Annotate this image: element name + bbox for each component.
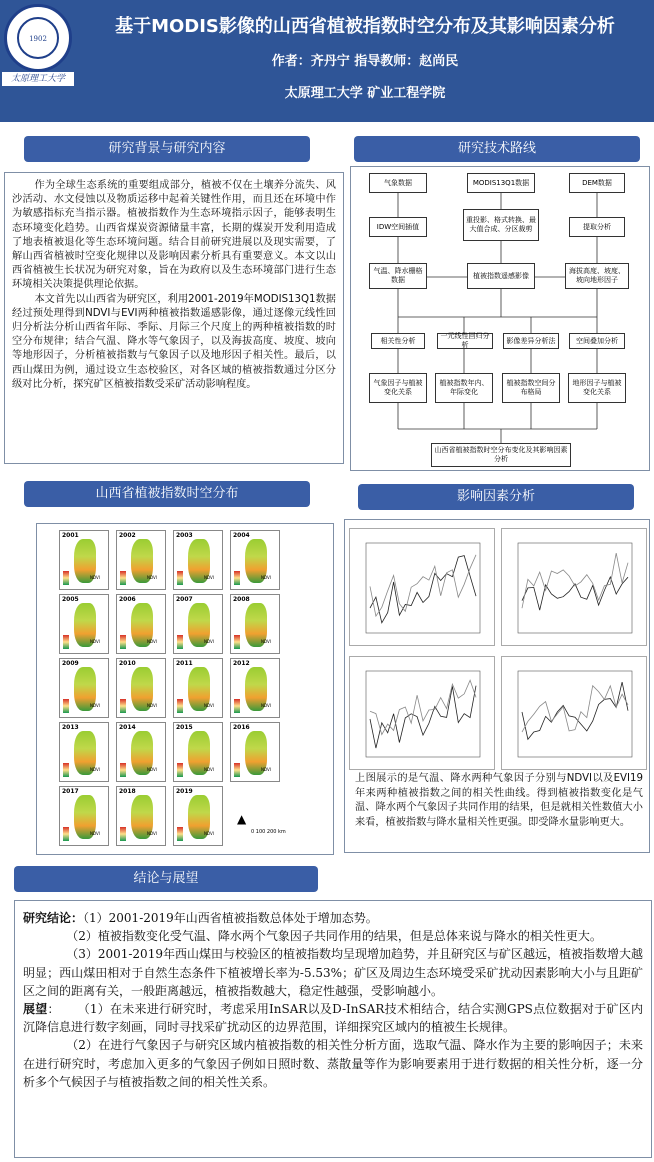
plot-series-line [522, 682, 628, 739]
plot-axes [366, 671, 480, 757]
map-year-label: 2004 [233, 532, 250, 539]
flow-node-extract: 提取分析 [569, 217, 625, 237]
map-tile-2010 [116, 658, 166, 718]
map-tile-2013 [59, 722, 109, 782]
corr-plot-1 [349, 528, 495, 646]
map-tile-2001 [59, 530, 109, 590]
ndvi-label: NDVI [90, 831, 100, 836]
corr-plot-4 [501, 656, 647, 770]
plot-axes [518, 671, 632, 757]
color-legend [234, 763, 240, 777]
map-tile-2012 [230, 658, 280, 718]
map-tile-2016 [230, 722, 280, 782]
ndvi-label: NDVI [204, 703, 214, 708]
map-year-label: 2010 [119, 660, 136, 667]
flow-node-overlay: 空间叠加分析 [569, 333, 625, 349]
ndvi-label: NDVI [147, 703, 157, 708]
section-head-factors: 影响因素分析 [358, 484, 634, 510]
color-legend [63, 763, 69, 777]
ndvi-label: NDVI [261, 767, 271, 772]
map-year-label: 2008 [233, 596, 250, 603]
ndvi-label: NDVI [147, 767, 157, 772]
map-year-label: 2006 [119, 596, 136, 603]
outlook-label: 展望 [23, 1002, 48, 1017]
map-year-label: 2011 [176, 660, 193, 667]
color-legend [177, 571, 183, 585]
color-legend [63, 571, 69, 585]
color-legend [63, 827, 69, 841]
color-legend [177, 699, 183, 713]
plot-series-line [522, 686, 628, 732]
background-para-2: 本文首先以山西省为研究区，利用2001-2019年MODIS13Q1数据经过预处理得到NDVI与EVI两种植被指数遥感影像，通过逐像元线性回归分析法分析山西省年际、季际、月际三个尺度上的两种植被指数的时空分布规律；结合气温、降水等气象因子，以及海拔高度、坡度、坡向等地形因子，分析植被指数与气象因子以及地形因子相关性。最后，以西山煤田为例，通过设立生态校验区，对各区域的植被指数通过分区分级对比分析，探究矿区植被指数受采矿活动影响程度。 [12, 293, 336, 390]
color-legend [234, 635, 240, 649]
color-legend [177, 635, 183, 649]
authors-line: 作者：齐丹宁 指导教师：赵尚民 [271, 54, 459, 69]
flow-node-terrain: 海拔高度、坡度、坡向地形因子 [565, 263, 629, 289]
ndvi-label: NDVI [204, 575, 214, 580]
ndvi-label: NDVI [204, 831, 214, 836]
ndvi-label: NDVI [261, 703, 271, 708]
flow-node-weather-data: 气象数据 [369, 173, 427, 193]
logo-year: 1902 [29, 35, 47, 43]
flow-node-correlation: 相关性分析 [371, 333, 425, 349]
conclusion-text: 研究结论：（1）2001-2019年山西省植被指数总体处于增加态势。 （2）植被指数变化受气温、降水两个气象因子共同作用的结果，但是总体来说与降水的相关性更大。 （3）2001-2019年西山煤田与校验区的植被指数均呈现增加趋势，并且研究区与矿区越远，植被指数增大越明显；西山煤田相对于自然生态条件下植被增长率为-5.53%；矿区及周边生态环境受采矿扰动因素影响大小与且距矿区之间的距离有关，一般距离越远，植被指数越大，稳定性越强，受影响越小。 展望： （1）在未来进行研究时，考虑采用InSAR以及D-InSAR技术相结合，结合实测GPS点位数据对于矿区内沉降信息进行数字刻画，同时寻找采矿扰动区的边界范围，详细探究区域内的植被生长规律。 （2）在进行气象因子与研究区域内植被指数的相关性分析方面，选取气温、降水作为主要的影响因子；未来在进行研究时，考虑加入更多的气象因子例如日照时数、蒸散量等作为影响要素用于进行数据的相关性分析，逐一分析多个气候因子与植被指数之间的相关性关系。 [15, 901, 651, 1099]
map-tile-2014 [116, 722, 166, 782]
map-tile-2009 [59, 658, 109, 718]
plot-series-line [370, 686, 476, 748]
poster-header [0, 0, 654, 122]
map-year-label: 2013 [62, 724, 79, 731]
flowchart-box [350, 166, 650, 471]
ndvi-label: NDVI [204, 767, 214, 772]
flow-node-terrain-relation: 地形因子与植被变化关系 [568, 373, 626, 403]
color-legend [120, 827, 126, 841]
conclusion-box [14, 900, 652, 1158]
background-text [5, 173, 343, 398]
section-head-background: 研究背景与研究内容 [24, 136, 310, 162]
color-legend [120, 635, 126, 649]
map-tile-2006 [116, 594, 166, 654]
map-year-label: 2009 [62, 660, 79, 667]
color-legend [177, 827, 183, 841]
section-head-route: 研究技术路线 [354, 136, 640, 162]
section-head-conclusion: 结论与展望 [14, 866, 318, 892]
map-year-label: 2003 [176, 532, 193, 539]
background-para-1: 作为全球生态系统的重要组成部分，植被不仅在土壤养分流失、风沙活动、水文侵蚀以及物质运移中起着关键性作用，而且还在环境中作为敏感指标充当指示器。植被指数作为生态环境指示因子，能够表明生态环境变化趋势。山西省煤炭资源储量丰富，长期的煤炭开发利用造成了地表植被退化等生态环境问题。结合目前研究进展以及现实需要，了解山西省植被时空变化规律以及影响因素分析具有重要意义。本文以山西省植被生长状况为研究对象，旨在为政府以及生态环境部门进行生态环境相关决策提供理论依据。 [12, 180, 336, 291]
map-tile-2015 [173, 722, 223, 782]
flow-node-vi-pattern: 植被指数空间分布格局 [502, 373, 560, 403]
map-tile-2004 [230, 530, 280, 590]
map-year-label: 2007 [176, 596, 193, 603]
map-tile-2019 [173, 786, 223, 846]
plot-series-line [370, 556, 476, 623]
factors-caption: 上图展示的是气温、降水两种气象因子分别与NDVI以及EVI19年来两种植被指数之间的相关性曲线。得到植被指数变化是气温、降水两个气象因子共同作用的结果，但是就相关性数值大小来看，植被指数与降水量相关性更强。即受降水量影响更大。 [355, 773, 643, 828]
ndvi-label: NDVI [204, 639, 214, 644]
map-year-label: 2012 [233, 660, 250, 667]
poster-title: 基于MODIS影像的山西省植被指数时空分布及其影响因素分析 [115, 16, 615, 37]
ndvi-label: NDVI [147, 639, 157, 644]
ndvi-label: NDVI [147, 831, 157, 836]
north-arrow-icon: ▲ [237, 812, 247, 826]
color-legend [63, 635, 69, 649]
background-box [4, 172, 344, 464]
map-tile-2011 [173, 658, 223, 718]
map-year-label: 2001 [62, 532, 79, 539]
flow-node-final: 山西省植被指数时空分布变化及其影响因素分析 [431, 443, 571, 467]
flow-node-vi-images: 植被指数遥感影像 [467, 263, 535, 289]
conclusion-1: （1）2001-2019年山西省植被指数总体处于增加态势。 [83, 911, 378, 925]
corr-plot-2 [501, 528, 647, 646]
color-legend [120, 699, 126, 713]
logo-calligraphy: 太原理工大学 [2, 72, 74, 86]
map-year-label: 2005 [62, 596, 79, 603]
outlook-1: （1）在未来进行研究时，考虑采用InSAR以及D-InSAR技术相结合，结合实测GPS点位数据对于矿区内沉降信息进行数字刻画，同时寻找采矿扰动区的边界范围，详细探究区域内的植被生长规律。 [23, 1002, 643, 1035]
flow-node-idw: IDW空间插值 [369, 217, 427, 237]
flow-node-raster: 气温、降水栅格数据 [369, 263, 427, 289]
color-legend [63, 699, 69, 713]
maps-box [36, 523, 334, 855]
ndvi-label: NDVI [90, 639, 100, 644]
ndvi-label: NDVI [261, 575, 271, 580]
map-tile-2002 [116, 530, 166, 590]
flow-node-weather-relation: 气象因子与植被变化关系 [369, 373, 427, 403]
color-legend [177, 763, 183, 777]
flow-node-regression: 一元线性回归分析 [437, 333, 493, 349]
plot-series-line [370, 680, 476, 734]
color-legend [234, 571, 240, 585]
flow-node-vi-change: 植被指数年内、年际变化 [435, 373, 493, 403]
map-tile-2017 [59, 786, 109, 846]
color-legend [120, 763, 126, 777]
flow-node-dem-data: DEM数据 [569, 173, 625, 193]
scale-bar: 0 100 200 km [251, 829, 286, 835]
school-line: 太原理工大学 矿业工程学院 [284, 86, 446, 101]
corr-plot-3 [349, 656, 495, 770]
outlook-2: （2）在进行气象因子与研究区域内植被指数的相关性分析方面，选取气温、降水作为主要的影响因子；未来在进行研究时，考虑加入更多的气象因子例如日照时数、蒸散量等作为影响要素用于进行数据的相关性分析，逐一分析多个气候因子与植被指数之间的相关性关系。 [23, 1038, 643, 1089]
ndvi-label: NDVI [147, 575, 157, 580]
map-tile-2003 [173, 530, 223, 590]
map-tile-2008 [230, 594, 280, 654]
map-tile-2018 [116, 786, 166, 846]
ndvi-label: NDVI [90, 575, 100, 580]
plot-axes [518, 543, 632, 633]
ndvi-label: NDVI [90, 703, 100, 708]
conclusion-label: 研究结论： [23, 911, 84, 925]
map-tile-2005 [59, 594, 109, 654]
map-year-label: 2015 [176, 724, 193, 731]
conclusion-3: （3）2001-2019年西山煤田与校验区的植被指数均呈现增加趋势，并且研究区与矿区越远，植被指数增大越明显；西山煤田相对于自然生态条件下植被增长率为-5.53%；矿区及周边生态环境受采矿扰动因素影响大小与且距矿区之间的距离有关，一般距离越远，植被指数越大，稳定性越强，受影响越小。 [23, 947, 643, 998]
section-head-spatial: 山西省植被指数时空分布 [24, 481, 310, 507]
color-legend [234, 699, 240, 713]
map-year-label: 2002 [119, 532, 136, 539]
map-year-label: 2014 [119, 724, 136, 731]
plot-series-line [522, 577, 628, 610]
map-tile-2007 [173, 594, 223, 654]
university-logo [4, 4, 72, 72]
ndvi-label: NDVI [90, 767, 100, 772]
flow-node-preprocess: 重投影、格式转换、最大值合成、分区裁剪 [463, 209, 539, 241]
conclusion-2: （2）植被指数变化受气温、降水两个气象因子共同作用的结果，但是总体来说与降水的相关性更大。 [66, 929, 602, 944]
plot-series-line [522, 553, 628, 608]
flow-node-difference: 影像差异分析法 [503, 333, 559, 349]
map-year-label: 2019 [176, 788, 193, 795]
flow-node-modis-data: MODIS13Q1数据 [467, 173, 535, 193]
map-year-label: 2016 [233, 724, 250, 731]
map-year-label: 2018 [119, 788, 136, 795]
color-legend [120, 571, 126, 585]
factors-box [344, 519, 650, 853]
map-year-label: 2017 [62, 788, 79, 795]
plot-series-line [370, 555, 476, 616]
ndvi-label: NDVI [261, 639, 271, 644]
